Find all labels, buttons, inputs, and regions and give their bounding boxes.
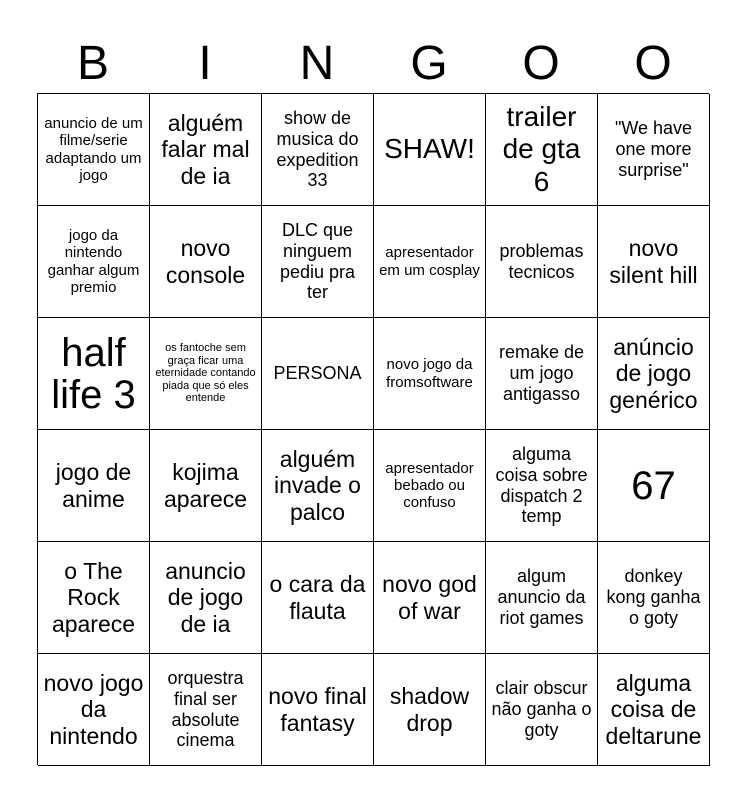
header-letter-o-2: O	[634, 37, 672, 90]
bingo-cell[interactable]: novo god of war	[374, 542, 486, 654]
header-letter-b: B	[76, 37, 109, 90]
bingo-cell[interactable]: novo silent hill	[598, 206, 710, 318]
bingo-cell[interactable]: problemas tecnicos	[486, 206, 598, 318]
bingo-board	[37, 93, 709, 765]
bingo-cell[interactable]: algum anuncio da riot games	[486, 542, 598, 654]
bingo-cell[interactable]: 67	[598, 430, 710, 542]
bingo-cell[interactable]: novo jogo da fromsoftware	[374, 318, 486, 430]
bingo-cell[interactable]: remake de um jogo antigasso	[486, 318, 598, 430]
bingo-header	[37, 34, 709, 94]
bingo-cell[interactable]: o cara da flauta	[262, 542, 374, 654]
bingo-cell[interactable]: apresentador bebado ou confuso	[374, 430, 486, 542]
header-letter-i: I	[198, 37, 212, 90]
bingo-cell[interactable]: shadow drop	[374, 654, 486, 766]
bingo-cell[interactable]: alguma coisa sobre dispatch 2 temp	[486, 430, 598, 542]
header-letter-o: O	[522, 37, 560, 90]
bingo-cell[interactable]: alguém invade o palco	[262, 430, 374, 542]
bingo-cell[interactable]: jogo da nintendo ganhar algum premio	[38, 206, 150, 318]
bingo-cell[interactable]: show de musica do expedition 33	[262, 94, 374, 206]
header-letter-g: G	[410, 37, 448, 90]
bingo-cell[interactable]: anuncio de um filme/serie adaptando um jogo	[38, 94, 150, 206]
bingo-cell[interactable]: "We have one more surprise"	[598, 94, 710, 206]
bingo-cell[interactable]: os fantoche sem graça ficar uma eternidade contando piada que só eles entende	[150, 318, 262, 430]
bingo-cell[interactable]: trailer de gta 6	[486, 94, 598, 206]
header-letter-n: N	[299, 37, 335, 90]
bingo-cell[interactable]: anuncio de jogo de ia	[150, 542, 262, 654]
bingo-cell[interactable]: PERSONA	[262, 318, 374, 430]
bingo-cell[interactable]: half life 3	[38, 318, 150, 430]
bingo-cell[interactable]: DLC que ninguem pediu pra ter	[262, 206, 374, 318]
bingo-cell[interactable]: clair obscur não ganha o goty	[486, 654, 598, 766]
bingo-cell[interactable]: alguém falar mal de ia	[150, 94, 262, 206]
bingo-cell[interactable]: o The Rock aparece	[38, 542, 150, 654]
bingo-cell[interactable]: novo jogo da nintendo	[38, 654, 150, 766]
bingo-cell[interactable]: kojima aparece	[150, 430, 262, 542]
bingo-cell[interactable]: novo final fantasy	[262, 654, 374, 766]
bingo-cell[interactable]: novo console	[150, 206, 262, 318]
bingo-cell[interactable]: SHAW!	[374, 94, 486, 206]
bingo-cell[interactable]: anúncio de jogo genérico	[598, 318, 710, 430]
bingo-cell[interactable]: orquestra final ser absolute cinema	[150, 654, 262, 766]
bingo-cell[interactable]: jogo de anime	[38, 430, 150, 542]
bingo-cell[interactable]: alguma coisa de deltarune	[598, 654, 710, 766]
bingo-cell[interactable]: apresentador em um cosplay	[374, 206, 486, 318]
bingo-cell[interactable]: donkey kong ganha o goty	[598, 542, 710, 654]
